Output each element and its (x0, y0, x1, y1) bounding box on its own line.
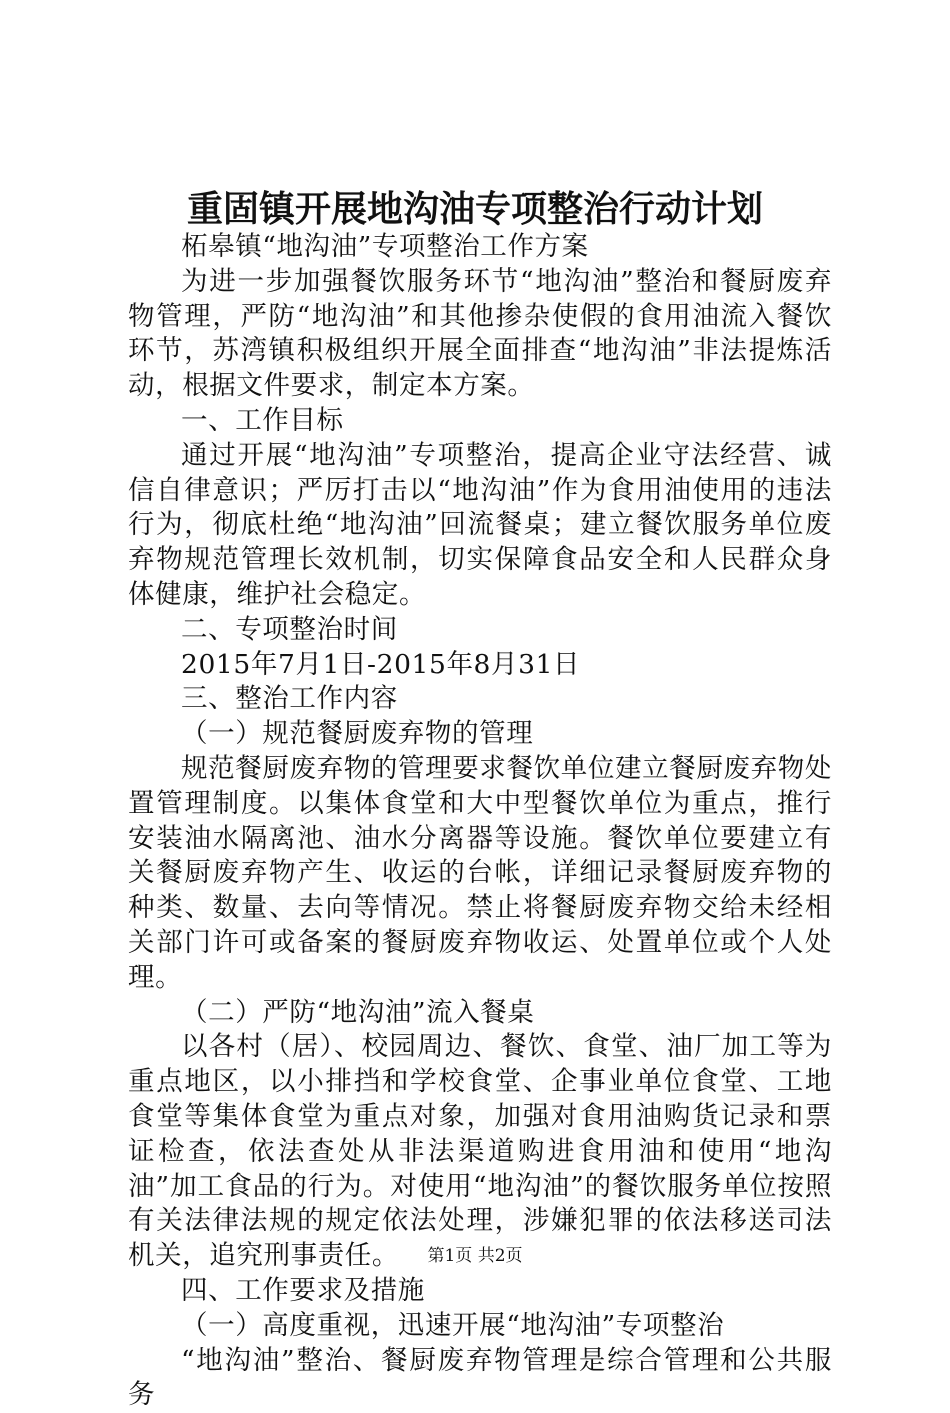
paragraph-prevent: 以各村（居）、校园周边、餐饮、食堂、油厂加工等为重点地区，以小排挡和学校食堂、企事业单位食堂、工地食堂等集体食堂为重点对象，加强对食用油购货记录和票证检查，依法查处从非法渠道购进食用油和使用“地沟油”加工食品的行为。对使用“地沟油”的餐饮服务单位按照有关法律法规的规定依法处理，涉嫌犯罪的依法移送司法机关，追究刑事责任。 (128, 1030, 832, 1274)
heading-content: 三、整治工作内容 (128, 682, 832, 717)
paragraph-kitchen-waste: 规范餐厨废弃物的管理要求餐饮单位建立餐厨废弃物处置管理制度。以集体食堂和大中型餐饮单位为重点，推行安装油水隔离池、油水分离器等设施。餐饮单位要建立有关餐厨废弃物产生、收运的台帐，详细记录餐厨废弃物的种类、数量、去向等情况。禁止将餐厨废弃物交给未经相关部门许可或备案的餐厨废弃物收运、处置单位或个人处理。 (128, 752, 832, 996)
heading-requirements: 四、工作要求及措施 (128, 1274, 832, 1309)
heading-goal: 一、工作目标 (128, 404, 832, 439)
page-number: 第1页 共2页 (0, 1244, 950, 1268)
heading-time: 二、专项整治时间 (128, 613, 832, 648)
paragraph-importance: “地沟油”整治、餐厨废弃物管理是综合管理和公共服务 (128, 1344, 832, 1413)
document-body (128, 230, 832, 1413)
subheading-kitchen-waste: （一）规范餐厨废弃物的管理 (128, 717, 832, 752)
paragraph-goal: 通过开展“地沟油”专项整治，提高企业守法经营、诚信自律意识；严厉打击以“地沟油”作为食用油使用的违法行为，彻底杜绝“地沟油”回流餐桌；建立餐饮服务单位废弃物规范管理长效机制，切实保障食品安全和人民群众身体健康，维护社会稳定。 (128, 439, 832, 613)
subheading-prevent: （二）严防“地沟油”流入餐桌 (128, 996, 832, 1031)
paragraph-time: 2015年7月1日-2015年8月31日 (128, 648, 832, 683)
paragraph-subtitle: 柘皋镇“地沟油”专项整治工作方案 (128, 230, 832, 265)
paragraph-intro: 为进一步加强餐饮服务环节“地沟油”整治和餐厨废弃物管理，严防“地沟油”和其他掺杂使假的食用油流入餐饮环节，苏湾镇积极组织开展全面排查“地沟油”非法提炼活动，根据文件要求，制定本方案。 (128, 265, 832, 404)
subheading-importance: （一）高度重视，迅速开展“地沟油”专项整治 (128, 1309, 832, 1344)
document-title: 重固镇开展地沟油专项整治行动计划 (0, 183, 950, 235)
